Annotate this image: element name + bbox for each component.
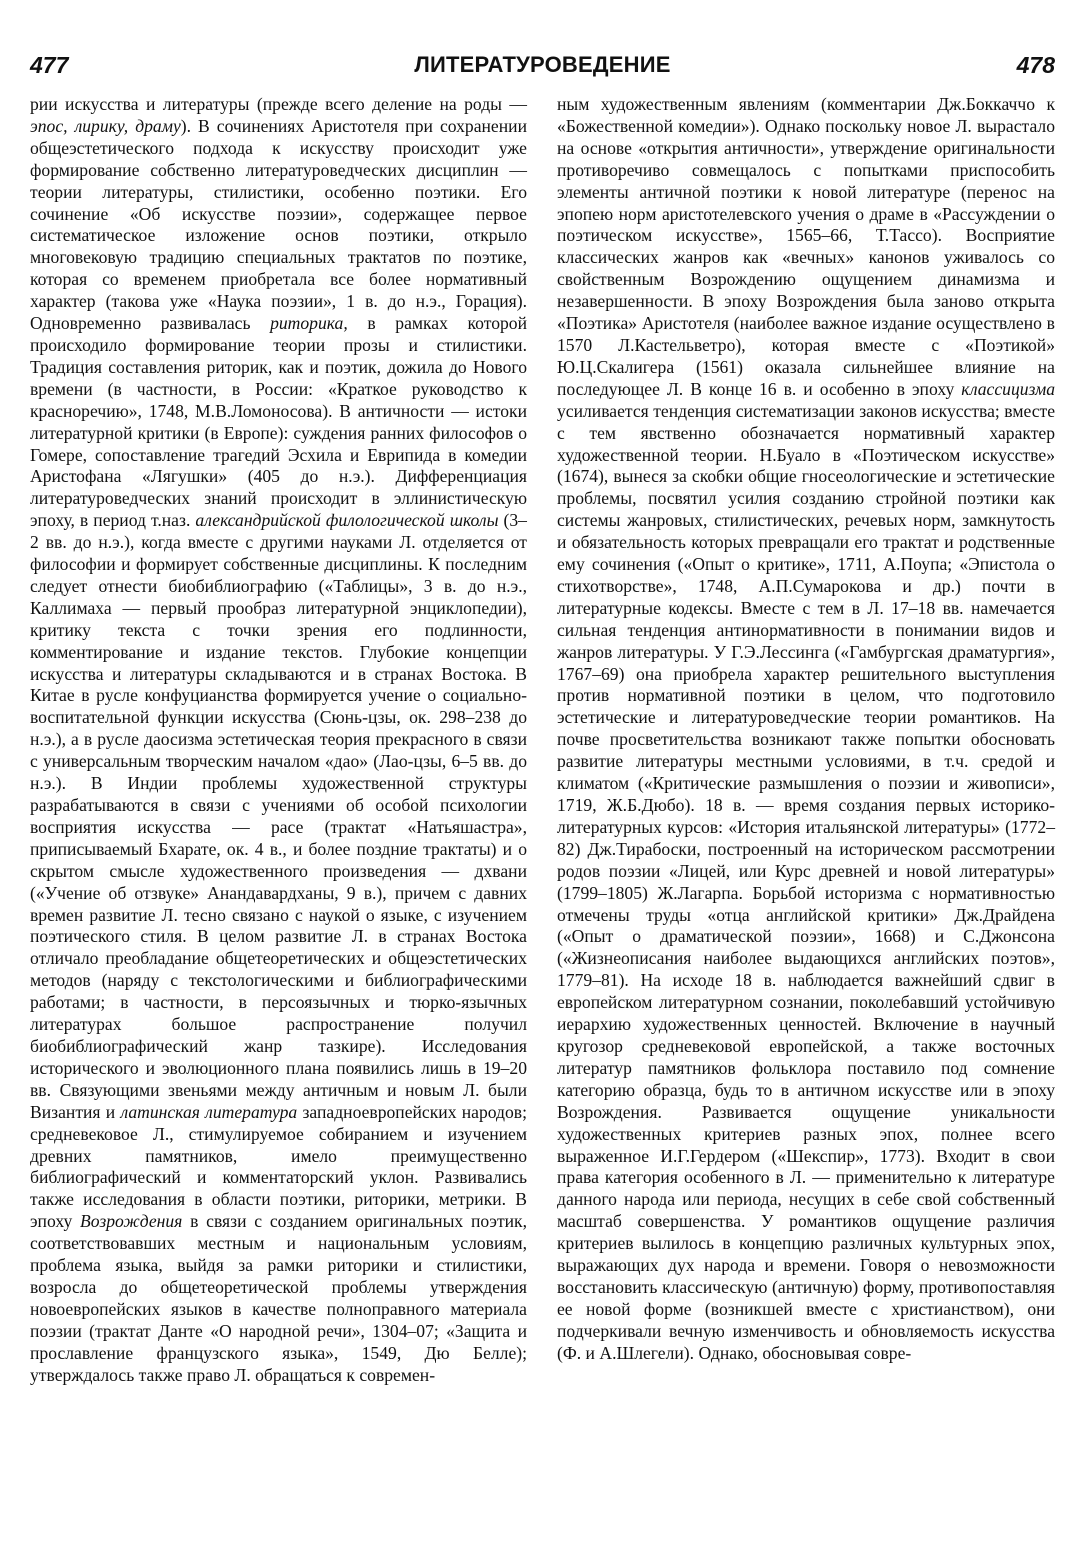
text-column-left (30, 94, 527, 1386)
text-run: рии искусства и литературы (прежде всего деление на роды — (30, 94, 527, 114)
text-run: ). В сочинениях Аристотеля при сохранении общеэстетического подхода к искусству происходит уже формирование собственно литературоведческих дисциплин — теории литературы, стилистики, особенно поэтики. Его сочинение «Об искусстве поэзии», содержащее первое систематическое изложение основ поэтики, открыло многовековую традицию специальных трактатов по поэтике, которая со временем приобретала все более нормативный характер (такова уже «Наука поэзии», 1 в. до н.э., Горация). Одновременно развивалась (30, 115, 527, 334)
running-head-title: ЛИТЕРАТУРОВЕДЕНИЕ (414, 52, 671, 77)
text-column-right (557, 94, 1055, 1365)
italic-term: эпос, лирику, драму (30, 115, 181, 136)
page-header (30, 52, 1055, 84)
text-run: западноевропейских народов; средневековое Л., стимулируемое собиранием и изучением древних памятников, имело преимущественно библиографический и комментаторский уклон. Развивались также исследования в области поэтики, риторики, метрики. В эпоху (30, 1101, 528, 1232)
italic-term: Возрождения (80, 1211, 183, 1232)
text-run: (3–2 вв. до н.э.), когда вместе с другими науками Л. отделяется от философии и формирует собственные дисциплины. К последним следует отнести биобиблиографию («Таблицы», 3 в. до н.э., Каллимаха — первый прообраз литературной энциклопедии), критику текста с точки зрения его подлинности, комментирование и издание текстов. Глубокие концепции искусства и литературы складываются и в странах Востока. В Китае в русле конфуцианства формируется учение о социально-воспитательной функции искусства (Сюнь-цзы, ок. 298–238 до н.э.), а в русле даосизма эстетическая теория прекрасного в связи с универсальным творческим началом «дао» (Лао-цзы, 6–5 вв. до н.э.). В Индии проблемы художественной структуры разрабатываются в связи с учениями об особой психологии восприятия искусства — расе (трактат «Натьяшастра», приписываемый Бхарате, ок. 4 в., и более поздние трактаты) и о скрытом смысле художественного произведения — дхвани («Учение об отзвуке» Анандавардханы, 9 в.), причем с давних времен развитие Л. тесно связано с наукой о языке, с изучением поэтического стиля. В целом развитие Л. в странах Востока отличало преобладание общетеоретических и общеэстетических методов (наряду с текстологическими и библиографическими работами; в частности, в персоязычных и тюрко-язычных литературах большое распространение получил биобиблиографический жанр тазкире). Исследования исторического и эволюционного плана появились лишь в 19–20 вв. Связующими звеньями между античным и новым Л. были Византия и (30, 510, 527, 1122)
italic-term: риторика, (270, 313, 348, 334)
page-number-left: 477 (30, 52, 69, 78)
text-run: в рамках которой происходило формирование теории прозы и стилистики. Традиция составления риторик, как и поэтик, дожила до Нового времени (в частности, в России: «Краткое руководство к красноречию», 1748, М.В.Ломоносова). В античности — истоки литературной критики (в Европе): суждения ранних философов о Гомере, сопоставление трагедий Эсхила и Еврипида в комедии Аристофана «Лягушки» (405 до н.э.). Дифференциация литературоведческих знаний происходит в эллинистическую эпоху, в период т.наз. (30, 313, 527, 531)
text-run: усиливается тенденция систематизации законов искусства; вместе с тем явственно обозначается нормативный характер художественной теории. Н.Буало в «Поэтическом искусстве» (1674), вынеся за скобки общие гносеологические и эстетические проблемы, посвятил усилия созданию стройной поэтики как системы жанровых, стилистических, речевых норм, замкнутость и обязательность которых превращали его трактат и родственные ему сочинения («Опыт о критике», 1711, А.Поупа; «Эпистола о стихотворстве», 1748, А.П.Сумарокова и др.) почти в литературные кодексы. Вместе с тем в Л. 17–18 вв. намечается сильная тенденция антинормативности в понимании видов и жанров литературы. У Г.Э.Лессинга («Гамбургская драматургия», 1767–69) она приобрела характер решительного выступления против нормативной поэтики в целом, что подготовило эстетические и литературоведческие теории романтиков. На почве просветительства возникают также попытки обосновать развитие литературы местными условиями, в т.ч. средой и климатом («Критические размышления о поэзии и живописи», 1719, Ж.Б.Дюбо). 18 в. — время создания первых историко-литературных курсов: «История итальянской литературы» (1772–82) Дж.Тирабоски, построенный на историческом рассмотрении родов поэзии «Лицей, или Курс древней и новой литературы» (1799–1805) Ж.Лагарпа. Борьбой историзма с нормативностью отмечены труды «отца английской критики» Дж.Драйдена («Опыт о драматической поэзии», 1668) и С.Джонсона («Жизнеописания наиболее выдающихся английских поэтов», 1779–81). На исходе 18 в. наблюдается важнейший сдвиг в европейском литературном сознании, поколебавший устойчивую иерархию художественных ценностей. Включение в научный кругозор средневековой европейской, а также восточных литератур памятников фольклора поставило под сомнение категорию образца, будь то в античном искусстве или в эпоху Возрождения. Развивается ощущение уникальности художественных критериев разных эпох, полнее всего выраженное И.Г.Гердером («Шекспир», 1773). Входит в свои права категория особенного в Л. — применительно к литературе данного народа или периода, несущих в себе свой собственный масштаб совершенства. У романтиков ощущение различия критериев вылилось в концепцию различных культурных эпох, выражающих дух народа и времени. Говоря о невозможности восстановить классическую (античную) форму, противопоставляя ее новой форме (возникшей вместе с христианством), они подчеркивали вечную изменчивость и обновляемость искусства (Ф. и А.Шлегели). Однако, обосновывая совре- (557, 400, 1055, 1363)
text-run: в связи с созданием оригинальных поэтик, соответствовавших местным и национальным условиям, проблема языка, выйдя за рамки риторики и стилистики, возросла до общетеоретической проблемы утверждения новоевропейских языков в качестве полноправного материала поэзии (трактат Данте «О народной речи», 1304–07; «Защита и прославление французского языка», 1549, Дю Белле); утверждалось также право Л. обращаться к современ- (30, 1211, 527, 1385)
italic-term: александрийской филологической школы (195, 510, 499, 531)
italic-term: латинская литература (120, 1101, 298, 1122)
page-number-right: 478 (1016, 52, 1055, 78)
text-run: ным художественным явлениям (комментарии Дж.Боккаччо к «Божественной комедии»). Однако поскольку новое Л. вырастало на основе «открытия античности», утверждение оригинальности противоречиво совмещалось с попытками приспособить элементы античной поэтики к новой литературе (перенос на эпопею норм аристотелевского учения о драме в «Рассуждении о поэтическом искусстве», 1565–66, Т.Тассо). Восприятие классических жанров как «вечных» канонов уживалось со свойственным Возрождению ощущением динамизма и незавершенности. В эпоху Возрождения была заново открыта «Поэтика» Аристотеля (наиболее важное издание осуществлено в 1570 Л.Кастельветро), которая вместе с «Поэтикой» Ю.Ц.Скалигера (1561) оказала сильнейшее влияние на последующее Л. В конце 16 в. и особенно в эпоху (557, 94, 1055, 399)
article-text-left (30, 94, 527, 1386)
article-text-right (557, 94, 1055, 1365)
italic-term: классицизма (961, 378, 1055, 399)
